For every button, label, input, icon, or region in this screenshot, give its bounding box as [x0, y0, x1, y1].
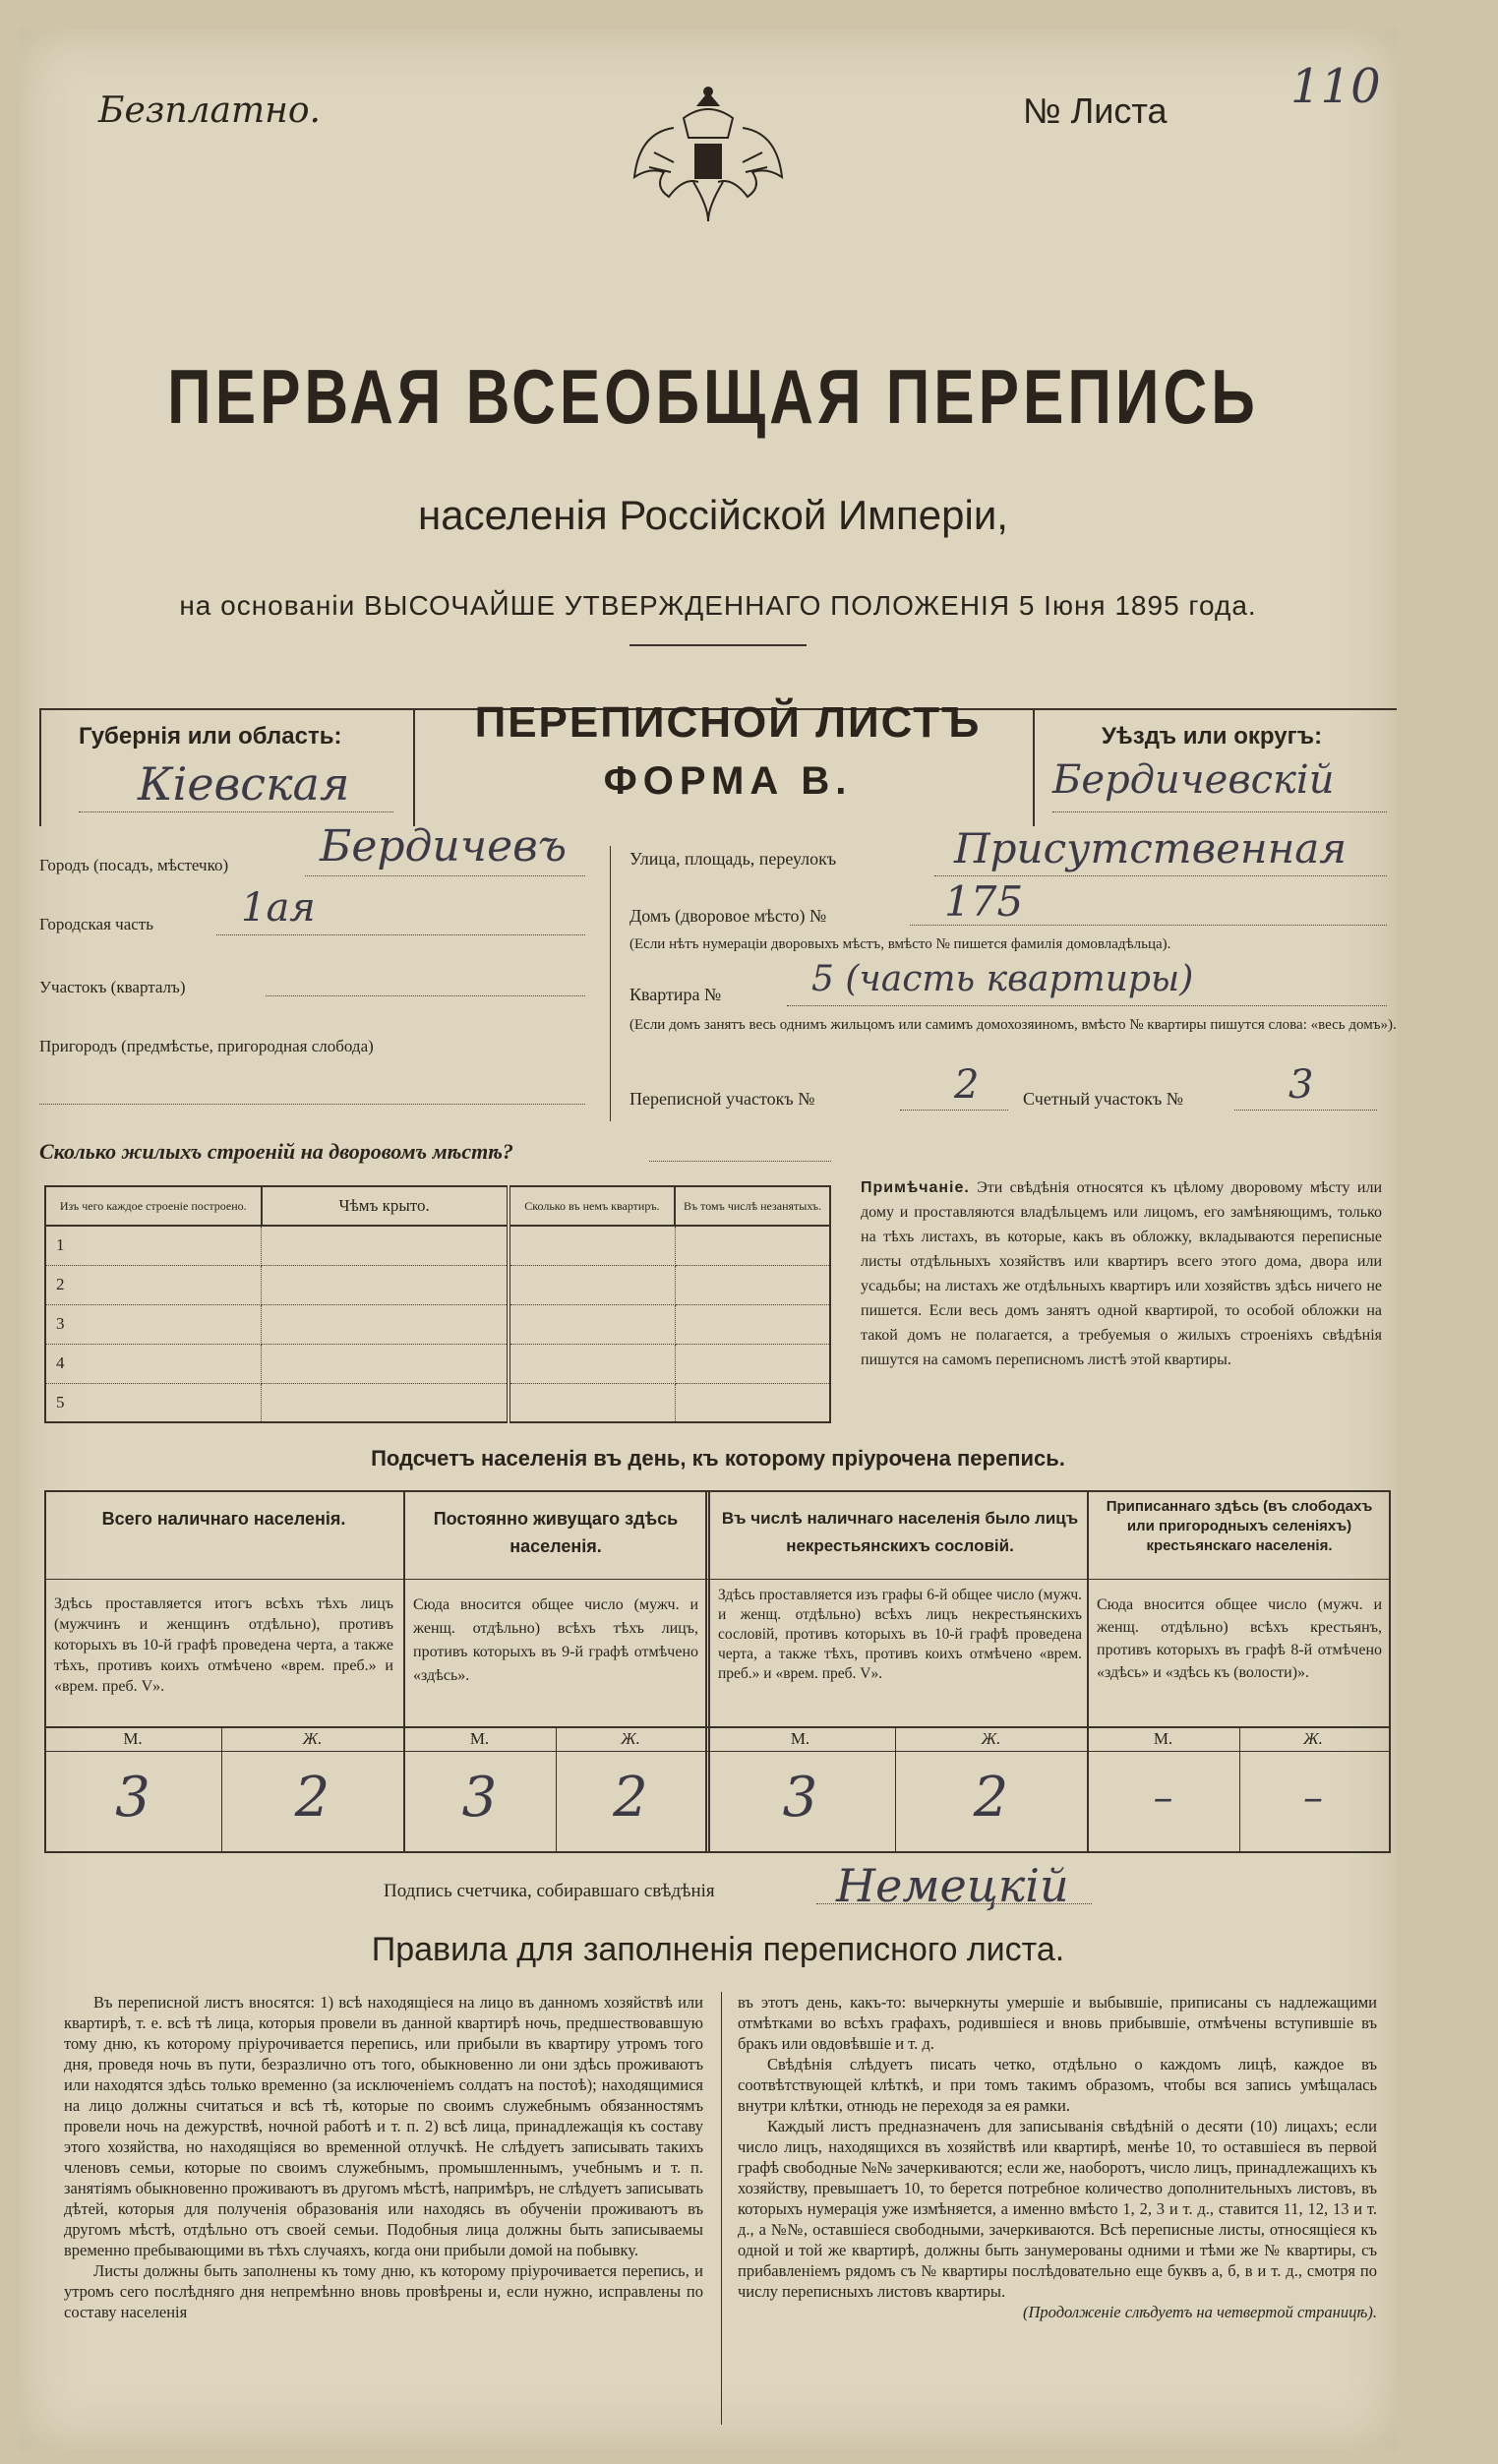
census-area-label: Переписной участокъ №: [629, 1089, 815, 1109]
rule-line: [39, 708, 41, 826]
street-value: Присутственная: [954, 824, 1348, 872]
fill-line: [216, 934, 585, 935]
census-area-value: 2: [954, 1062, 980, 1108]
precinct-label: Участокъ (кварталъ): [39, 978, 186, 996]
province-label: Губернія или область:: [79, 723, 342, 750]
cell: [262, 1226, 509, 1265]
count-value: –: [1303, 1775, 1323, 1821]
legal-basis: на основаніи ВЫСОЧАЙШЕ УТВЕРЖДЕННАГО ПОЛОЖЕНІЯ 5 Іюня 1895 года.: [179, 590, 1257, 621]
sheet-number-hand: 110: [1290, 59, 1381, 114]
cell: [675, 1383, 830, 1422]
house-note: (Если нѣтъ нумераціи дворовыхъ мѣстъ, вмѣсто № пишется фамилія домовладѣльца).: [629, 936, 1171, 952]
free-label: Безплатно.: [98, 90, 321, 131]
count-value: –: [1153, 1775, 1173, 1821]
note-lead: Примѣчаніе.: [861, 1179, 970, 1196]
col2-head: Постоянно живущаго здѣсь населенія.: [433, 1509, 679, 1556]
col1-head: Всего наличнаго населенія.: [101, 1509, 346, 1529]
list-title: ПЕРЕПИСНОЙ ЛИСТЪ: [474, 698, 982, 747]
cell: [675, 1344, 830, 1383]
fill-line: [816, 1903, 1092, 1904]
row-number: 5: [45, 1383, 262, 1422]
divider: [629, 644, 807, 646]
col4-desc: Сюда вносится общее число (мужч. и женщ. отдѣльно) всѣхъ крестьянъ, противъ которыхъ въ графѣ 8-й отмѣчено «здѣсь» и «здѣсь къ (волости)».: [1097, 1596, 1382, 1681]
rules-right: [738, 1992, 1377, 2322]
district-label: Уѣздъ или округъ:: [1102, 723, 1323, 750]
count-area-label: Счетный участокъ №: [1023, 1089, 1183, 1109]
col1-desc: Здѣсь проставляется итогъ всѣхъ тѣхъ лицъ (мужчинъ и женщинъ отдѣльно), противъ которыхъ въ 10-й графѣ проведена черта, а также тѣхъ, противъ коихъ отмѣчено «врем. преб.» и «врем. преб. V».: [54, 1595, 393, 1695]
count-value: 3: [461, 1766, 498, 1830]
page-subtitle: населенія Россійской Имперіи,: [418, 492, 1008, 538]
cell: [675, 1265, 830, 1304]
count-value: 2: [613, 1766, 648, 1830]
buildings-question: Сколько жилыхъ строеній на дворовомъ мѣстѣ?: [39, 1139, 513, 1164]
buildings-table: [44, 1185, 831, 1423]
city-part-label: Городская часть: [39, 915, 153, 933]
count-title: Подсчетъ населенія въ день, къ которому пріурочена перепись.: [371, 1446, 1065, 1471]
flat-label: Квартира №: [629, 985, 722, 1004]
continued-note: (Продолженіе слѣдуетъ на четвертой страницѣ).: [1023, 2303, 1377, 2321]
rule-paragraph: Каждый листъ предназначенъ для записыванія свѣдѣній о десяти (10) лицахъ; если число лицъ, находящихся въ хозяйствѣ или квартирѣ, менѣе 10, то оставшіеся въ первой графѣ свободные №№ зачеркиваются; если же, наоборотъ, число лицъ, принадлежащихъ къ хозяйству, превышаетъ 10, то берется потребное количество дополнительныхъ листовъ, въ которыхъ нумерація уже измѣняется, а именно вмѣсто 1, 2, 3 и т. д., ставится 11, 12, 13 и т. д., а №№, оставшіеся свободными, зачеркиваются. Всѣ переписные листы, относящіеся къ одной и той же квартирѣ, должны быть занумерованы одними и тѣми же № квартиры, съ прибавленіемъ рядомъ съ № квартиры послѣдовательно еще буквъ а, б, в и т. д., смотря по числу переписныхъ листовъ квартиры.: [738, 2117, 1377, 2301]
city-label: Городъ (посадъ, мѣстечко): [39, 856, 229, 874]
column-divider: [721, 1992, 722, 2425]
col2-desc: Сюда вносится общее число (мужч. и женщ. отдѣльно) всѣхъ тѣхъ лицъ, противъ которыхъ въ 9-й графѣ отмѣчено «здѣсь».: [413, 1596, 698, 1684]
cell: [509, 1383, 675, 1422]
f-label: Ж.: [981, 1729, 1001, 1748]
rule-paragraph: въ этотъ день, какъ-то: вычеркнуты умершіе и выбывшіе, приписаны съ надлежащими отмѣтками во всѣхъ графахъ, родившіеся и вновь прибывшіе, отмѣчены вступившіе въ бракъ или овдовѣвшіе и т. д.: [738, 1993, 1377, 2053]
count-area-value: 3: [1288, 1062, 1314, 1108]
province-value: Кіевская: [138, 757, 350, 811]
cell: [262, 1344, 509, 1383]
cell: [262, 1265, 509, 1304]
cell: [509, 1304, 675, 1344]
f-label: Ж.: [302, 1729, 323, 1748]
cell: [509, 1344, 675, 1383]
cell: [675, 1304, 830, 1344]
flat-value: 5 (часть квартиры): [811, 959, 1194, 999]
m-label: М.: [469, 1729, 490, 1748]
col4-head: Приписаннаго здѣсь (въ слободахъ или пригородныхъ селеніяхъ) крестьянскаго населенія.: [1106, 1498, 1373, 1554]
sheet-number-label: № Листа: [1023, 90, 1168, 131]
count-value: 2: [294, 1766, 330, 1830]
buildings-note: [861, 1175, 1382, 1372]
fill-line: [787, 1005, 1387, 1006]
suburb-label: Пригородъ (предмѣстье, пригородная слобода): [39, 1037, 374, 1055]
column-divider: [610, 846, 611, 1121]
row-number: 2: [45, 1265, 262, 1304]
cell: [262, 1383, 509, 1422]
cell: [675, 1226, 830, 1265]
flat-note: (Если домъ занятъ весь однимъ жильцомъ или самимъ домохозяиномъ, вмѣсто № квартиры пишутся слова: «весь домъ»).: [629, 1017, 1397, 1033]
house-value: 175: [944, 877, 1024, 926]
rule-paragraph: Свѣдѣнія слѣдуетъ писать четко, отдѣльно о каждомъ лицѣ, каждое въ соотвѣтствующей клѣткѣ, и при томъ такимъ образомъ, чтобы вся запись умѣщалась внутри клѣтки, отнюдь не переходя за ея рамки.: [738, 2055, 1377, 2115]
col3-desc: Здѣсь проставляется изъ графы 6-й общее число (мужч. и женщ. отдѣльно) всѣхъ лицъ некрестьянскихъ сословій, противъ которыхъ въ 10-й графѣ проведена черта, а также тѣхъ, противъ коихъ отмѣчено «врем. преб.» и «врем. преб. V».: [718, 1587, 1082, 1682]
fill-line: [39, 1104, 585, 1105]
city-value: Бердичевъ: [320, 821, 568, 871]
count-value: 3: [115, 1766, 150, 1830]
rule-line: [1033, 708, 1035, 826]
cell: [509, 1265, 675, 1304]
street-label: Улица, площадь, переулокъ: [629, 849, 837, 869]
fill-line: [1052, 811, 1387, 812]
rule-line: [44, 1751, 1391, 1752]
fill-line: [305, 875, 585, 876]
note-text: Эти свѣдѣнія относятся къ цѣлому дворовому мѣсту или дому и проставляются владѣльцемъ или лицомъ, его замѣняющимъ, только на тѣхъ листахъ, въ которые, какъ въ обложку, вкладываются переписные листы отдѣльныхъ хозяйствъ или квартиръ всего этого дома, двора или усадьбы; на листахъ же отдѣльныхъ квартиръ или хозяйствъ здѣсь ничего не пишется. Если весь домъ занятъ одной квартирой, то особой обложки на такой домъ не полагается, а требуемыя о жилыхъ строеніяхъ свѣдѣнія пишутся на самомъ переписномъ листѣ этой квартиры.: [861, 1179, 1383, 1368]
m-label: М.: [123, 1729, 143, 1748]
form-title: ФОРМА В.: [603, 759, 853, 803]
city-part-value: 1ая: [241, 885, 316, 931]
row-number: 3: [45, 1304, 262, 1344]
header-vacant: Въ томъ числѣ незанятыхъ.: [675, 1186, 830, 1226]
fill-line: [649, 1161, 831, 1162]
rules-left: [64, 1992, 703, 2322]
cell: [262, 1304, 509, 1344]
signature-label: Подпись счетчика, собиравшаго свѣдѣнія: [384, 1881, 715, 1901]
count-value: 3: [782, 1766, 818, 1830]
fill-line: [910, 925, 1387, 926]
m-label: М.: [1153, 1729, 1173, 1748]
rule-line: [413, 708, 415, 826]
rule-paragraph: Въ переписной листъ вносятся: 1) всѣ находящіеся на лицо въ данномъ хозяйствѣ или квартирѣ, т. е. всѣ тѣ лица, которыя провели въ данной квартирѣ ночь, предшествовавшую тому дню, къ которому пріурочивается перепись, или прибыли въ квартиру утромъ того дня, проведя ночь въ пути, безразлично отъ того, обыкновенно ли они здѣсь проживаютъ или находятся здѣсь только временно (за исключеніемъ солдатъ на постоѣ); находящимися на лицо должны считаться и всѣ тѣ, которые по своимъ служебнымъ обязанностямъ провели ночь на дежурствѣ, ночной работѣ и т. п. 2) всѣ лица, принадлежащія къ составу этого хозяйства, но находящіяся во временной отлучкѣ. Не слѣдуетъ записывать такихъ членовъ семьи, которые по своимъ служебнымъ, промышленнымъ, учебнымъ и т. п. занятіямъ обыкновенно проживаютъ въ другомъ мѣстѣ, напримѣръ, не слѣдуетъ записывать дѣтей, которыя для полученія образованія или находясь въ обученіи проживаютъ въ другомъ мѣстѣ, отдѣльно отъ своей семьи. Подобныя лица должны быть записываемы временно пребывающими въ тѣхъ случаяхъ, когда они прибыли домой на побывку.: [64, 1993, 703, 2259]
fill-line: [266, 995, 585, 996]
header-material: Изъ чего каждое строеніе построено.: [45, 1186, 262, 1226]
fill-line: [1234, 1110, 1377, 1111]
house-label: Домъ (дворовое мѣсто) №: [629, 906, 827, 926]
row-number: 1: [45, 1226, 262, 1265]
rule-line: [44, 1726, 1391, 1728]
fill-line: [900, 1110, 1008, 1111]
m-label: М.: [790, 1729, 810, 1748]
header-flats: Сколько въ немъ квартиръ.: [509, 1186, 675, 1226]
count-value: 2: [973, 1766, 1009, 1830]
f-label: Ж.: [1303, 1729, 1323, 1748]
page-title: ПЕРВАЯ ВСЕОБЩАЯ ПЕРЕПИСЬ: [167, 355, 1259, 441]
district-value: Бердичевскій: [1052, 757, 1335, 803]
fill-line: [934, 875, 1387, 876]
header-roof: Чѣмъ крыто.: [262, 1186, 509, 1226]
f-label: Ж.: [621, 1729, 640, 1748]
signature-value: Немецкій: [836, 1859, 1069, 1912]
imperial-eagle-icon: [625, 84, 792, 231]
cell: [509, 1226, 675, 1265]
row-number: 4: [45, 1344, 262, 1383]
rule-paragraph: Листы должны быть заполнены къ тому дню, къ которому пріурочивается перепись, и утромъ сего послѣдняго дня непремѣнно вновь провѣрены и, если нужно, исправлены по составу населенія: [64, 2261, 703, 2321]
rule-line: [44, 1579, 1391, 1580]
census-sheet: [20, 30, 1397, 2449]
col3-head: Въ числѣ наличнаго населенія было лицъ некрестьянскихъ сословій.: [721, 1509, 1079, 1555]
rules-title: Правила для заполненія переписного листа.: [371, 1931, 1065, 1968]
fill-line: [79, 811, 393, 812]
